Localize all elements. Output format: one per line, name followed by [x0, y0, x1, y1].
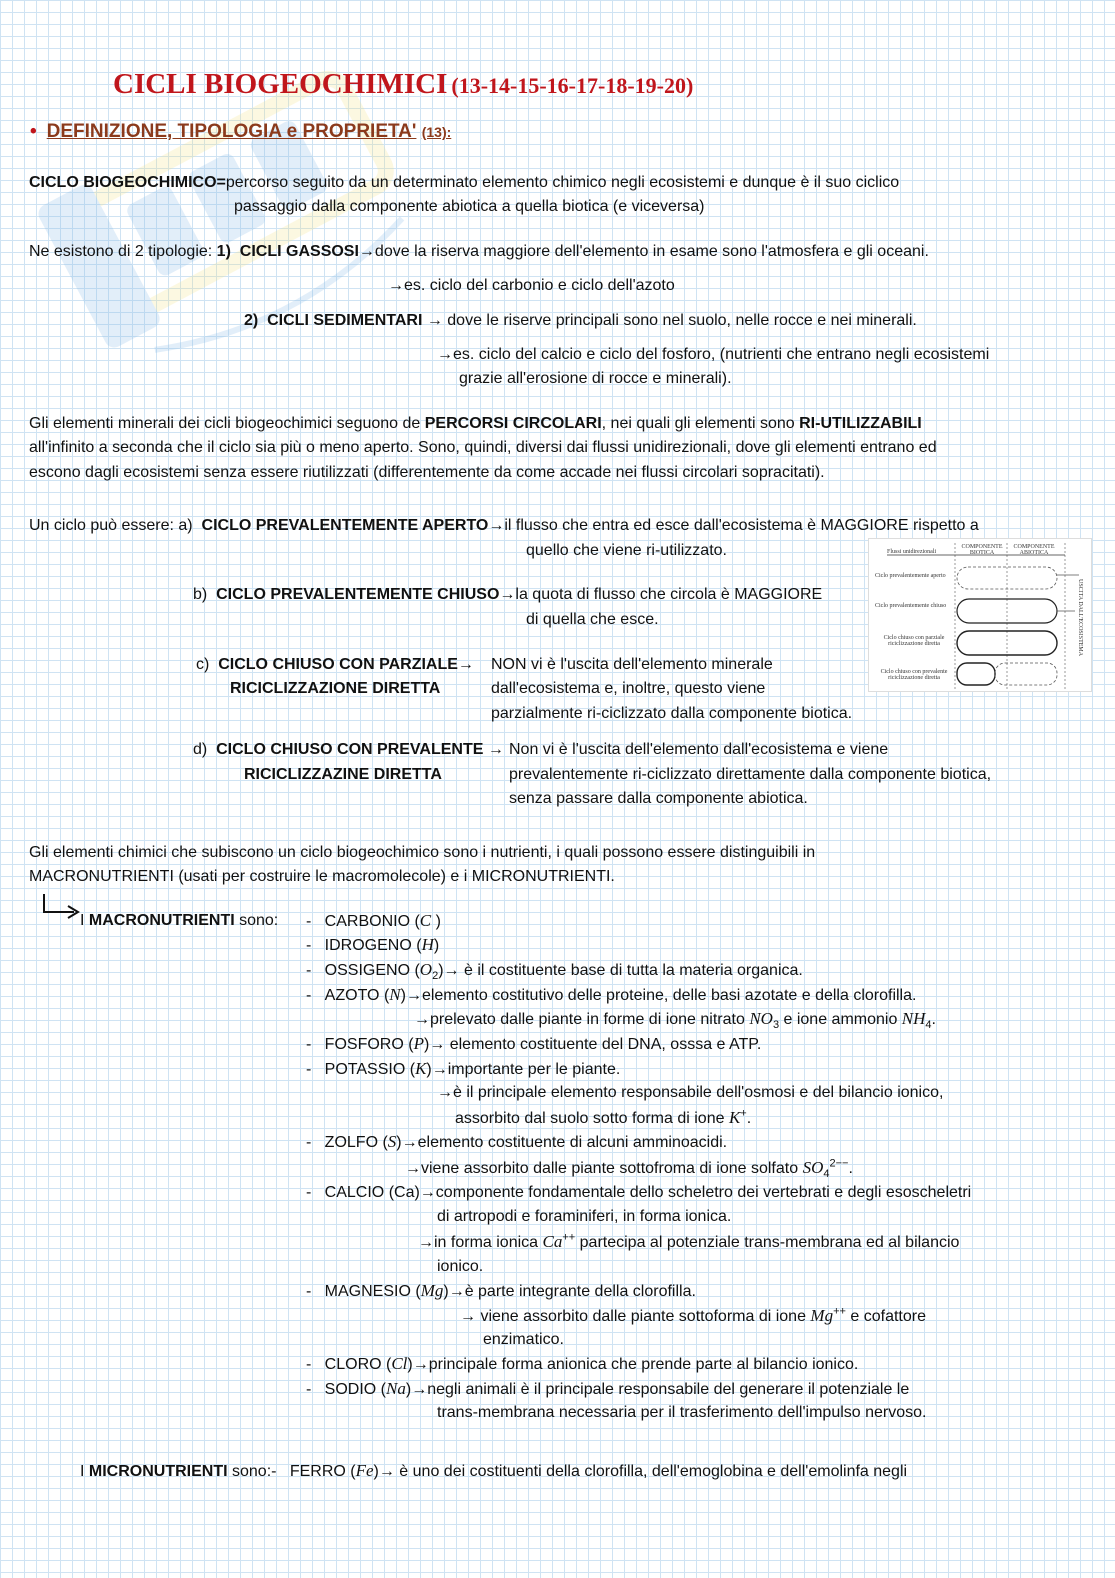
macro-potassio — [306, 1058, 620, 1081]
potassio-sym: K — [415, 1059, 427, 1078]
macro-magnesio-3: enzimatico. — [483, 1331, 564, 1348]
macro-calcio-2: di artropodi e foraminiferi, in forma ionica. — [437, 1208, 732, 1225]
macro-magnesio-2 — [460, 1305, 926, 1328]
fig-col-biotic: COMPONENTE BIOTICA — [961, 544, 1003, 556]
potassio-desc: )→importante per le piante. — [426, 1061, 621, 1078]
macro-azoto — [306, 984, 916, 1007]
ossigeno-sub: 2 — [432, 970, 439, 983]
sodio-name: SODIO ( — [324, 1381, 387, 1398]
fosforo-sym: P — [413, 1034, 424, 1053]
micro-line — [80, 1460, 907, 1483]
fig-row-2: Ciclo prevalentemente chiuso — [875, 603, 947, 609]
paragraph1-line-2: all'infinito a seconda che il ciclo sia più o meno aperto. Sono, quindi, diversi dai flussi unidirezionali, dove gli elementi entrano ed — [29, 439, 937, 456]
cycle-c-arrow: → — [457, 656, 474, 673]
macro-fosforo — [306, 1033, 761, 1056]
dash: - — [306, 1381, 312, 1398]
fosforo-name: FOSFORO ( — [324, 1036, 414, 1053]
paragraph1-line-3: escono dagli ecosistemi senza essere riutilizzati (differentemente da come accade nei flussi circolari sopracitati). — [29, 464, 825, 481]
cycle-d-label-2: RICICLIZZAZINE DIRETTA — [244, 766, 442, 783]
macro-ossigeno — [306, 959, 803, 982]
dash: - — [306, 1283, 312, 1300]
macro-label-b: MACRONUTRIENTI — [88, 912, 235, 929]
paragraph1-line-1 — [29, 413, 922, 435]
macro-label — [80, 910, 278, 932]
azoto-name: AZOTO ( — [324, 987, 390, 1004]
zolfo-desc: )→elemento costituente di alcuni amminoacidi. — [396, 1134, 728, 1151]
zolfo-d2a: →viene assorbito dalle piante sottofroma di ione solfato — [405, 1160, 803, 1177]
macro-magnesio — [306, 1280, 696, 1303]
zolfo-name: ZOLFO ( — [324, 1134, 388, 1151]
cycle-d-label-1: CICLO CHIUSO CON PREVALENTE — [216, 741, 484, 758]
zolfo-sym: S — [387, 1132, 397, 1151]
ossigeno-name: OSSIGENO ( — [324, 962, 420, 979]
potassio-d3b: . — [746, 1110, 752, 1127]
idrogeno-close: ) — [433, 937, 440, 954]
cycle-a-num: a) — [178, 517, 193, 534]
fig-col-abiotic: COMPONENTE ABIOTICA — [1013, 544, 1055, 556]
types-gas-example: →es. ciclo del carbonio e ciclo dell'azoto — [388, 277, 675, 294]
micro-label-c: sono: — [227, 1463, 272, 1480]
fig-shapes — [869, 539, 1091, 691]
micro-label-a: I — [80, 1463, 89, 1480]
paragraph2-line-1: Gli elementi chimici che subiscono un ciclo biogeochimico sono i nutrienti, i quali possono essere distinguibili in — [29, 844, 816, 861]
bullet: • — [30, 121, 37, 142]
macro-label-c: sono: — [234, 912, 279, 929]
cycle-c-num: c) — [196, 656, 210, 673]
cycle-d-num: d) — [193, 741, 208, 758]
ossigeno-desc: )→ è il costituente base di tutta la materia organica. — [438, 962, 803, 979]
fig-row-4: Ciclo chiuso con prevalente riciclizzazione diretta — [880, 669, 948, 681]
title-main: CICLI BIOGEOCHIMICI — [113, 68, 448, 100]
section-ref: (13): — [421, 124, 452, 140]
calcio-d3b: partecipa al potenziale trans-membrana ed al bilancio — [575, 1234, 960, 1251]
dash: - — [306, 913, 312, 930]
cycle-a-desc-1: →il flusso che entra ed esce dall'ecosistema è MAGGIORE rispetto a — [488, 517, 979, 534]
dash: - — [306, 1061, 312, 1078]
types-gas — [29, 241, 929, 263]
calcio-ion-sup: ++ — [562, 1231, 576, 1244]
macro-calcio-4: ionico. — [437, 1258, 484, 1275]
cycle-c-desc-1: NON vi è l'uscita dell'elemento minerale — [491, 656, 773, 673]
sulfate-sym: SO — [802, 1158, 824, 1177]
potassio-ion: K — [728, 1108, 741, 1127]
cycle-b — [193, 584, 822, 606]
paragraph2-line-2: MACRONUTRIENTI (usati per costruire le macromolecole) e i MICRONUTRIENTI. — [29, 868, 615, 885]
fig-row-3: Ciclo chiuso con parziale riciclizzazione diretta — [883, 635, 945, 647]
potassio-name: POTASSIO ( — [324, 1061, 416, 1078]
calcio-ion: Ca — [542, 1232, 563, 1251]
calcio-desc: →componente fondamentale dello scheletro dei vertebrati e degli esoscheletri — [419, 1184, 972, 1201]
macro-idrogeno — [306, 934, 439, 957]
macro-sodio — [306, 1378, 909, 1401]
calcio-name: CALCIO (Ca) — [324, 1184, 420, 1201]
dash: - — [306, 1036, 312, 1053]
cycle-a-label: CICLO PREVALENTEMENTE APERTO — [201, 517, 489, 534]
macro-calcio — [306, 1182, 971, 1204]
p1-text-b: PERCORSI CIRCOLARI — [424, 415, 602, 432]
cycle-b-label: CICLO PREVALENTEMENTE CHIUSO — [216, 586, 500, 603]
magnesio-ion-sup: ++ — [833, 1305, 846, 1318]
definition-term: CICLO BIOGEOCHIMICO= — [29, 174, 226, 191]
cycle-a-desc-2: quello che viene ri-utilizzato. — [526, 542, 727, 559]
azoto-d2b: e ione ammonio — [779, 1011, 902, 1028]
dash: - — [306, 1134, 312, 1151]
cycle-d-arrow: → — [487, 741, 504, 758]
macro-calcio-3 — [418, 1231, 959, 1254]
macro-zolfo-2 — [405, 1157, 853, 1180]
cycle-d-desc-3: senza passare dalla componente abiotica. — [509, 790, 808, 807]
ferro-name: FERRO ( — [289, 1463, 356, 1480]
nitrate-sub: 3 — [772, 1019, 780, 1032]
idrogeno-sym: H — [421, 935, 434, 954]
connector-arrow-icon — [40, 892, 82, 922]
azoto-d2a: →prelevato dalle piante in forme di ione nitrato — [414, 1011, 750, 1028]
types-sed-label: CICLI SEDIMENTARI — [267, 312, 423, 329]
types-sed-example-1: →es. ciclo del calcio e ciclo del fosforo, (nutrienti che entrano negli ecosistemi — [437, 346, 990, 363]
p1-text-d: RI-UTILIZZABILI — [799, 415, 922, 432]
cycle-b-num: b) — [193, 586, 208, 603]
fig-side-label: USCITA DALL'ECOSISTEMA — [1077, 579, 1083, 657]
cycle-d — [193, 739, 504, 761]
sodio-desc: )→negli animali è il principale responsabile del generare il potenziale le — [405, 1381, 910, 1398]
definition-line-1 — [29, 172, 899, 194]
macro-azoto-2 — [414, 1008, 936, 1031]
ferro-desc: )→ è uno dei costituenti della clorofilla, dell'emoglobina e dell'emolinfa negli — [373, 1463, 908, 1480]
idrogeno-name: IDROGENO ( — [324, 937, 422, 954]
azoto-desc: )→elemento costitutivo delle proteine, delle basi azotate e della clorofilla. — [400, 987, 917, 1004]
dash: - — [306, 962, 312, 979]
magnesio-d2b: e cofattore — [845, 1308, 926, 1325]
page-title — [113, 68, 693, 101]
macro-cloro — [306, 1353, 858, 1376]
azoto-d2c: . — [931, 1011, 936, 1028]
fig-header-left: Flussi unidirezionali — [887, 549, 937, 555]
title-sub: (13-14-15-16-17-18-19-20) — [451, 73, 694, 98]
cycle-b-desc-2: di quella che esce. — [526, 611, 659, 628]
micro-label-b: MICRONUTRIENTI — [88, 1463, 228, 1480]
cycles-diagram — [868, 538, 1092, 692]
potassio-ion-sup: + — [740, 1107, 747, 1120]
types-sed-example-2: grazie all'erosione di rocce e minerali). — [459, 370, 732, 387]
types-gas-label: CICLI GASSOSI — [239, 243, 359, 260]
types-sed-num: 2) — [244, 312, 259, 329]
sodio-sym: Na — [386, 1379, 406, 1398]
calcio-d3a: →in forma ionica — [418, 1234, 543, 1251]
fig-row-1: Ciclo prevalentemente aperto — [875, 573, 946, 579]
macro-carbonio — [306, 910, 441, 933]
ammonium-sub: 4 — [925, 1019, 932, 1032]
macro-potassio-2: →è il principale elemento responsabile dell'osmosi e del bilancio ionico, — [437, 1084, 944, 1101]
section-label: DEFINIZIONE, TIPOLOGIA e PROPRIETA' — [46, 121, 417, 142]
p1-text-a: Gli elementi minerali dei cicli biogeochimici seguono de — [29, 415, 425, 432]
cycle-c-desc-2: dall'ecosistema e, inoltre, questo viene — [491, 680, 766, 697]
ferro-sym: Fe — [355, 1461, 374, 1480]
types-intro: Ne esistono di 2 tipologie: — [29, 243, 217, 260]
azoto-sym: N — [389, 985, 401, 1004]
cycles-intro: Un ciclo può essere: — [29, 517, 179, 534]
cycle-c-label-1: CICLO CHIUSO CON PARZIALE — [218, 656, 458, 673]
ossigeno-sym: O — [419, 960, 433, 979]
magnesio-desc: )→è parte integrante della clorofilla. — [443, 1283, 696, 1300]
magnesio-ion: Mg — [810, 1306, 834, 1325]
dash: - — [306, 987, 312, 1004]
nitrate-sym: NO — [749, 1009, 773, 1028]
types-sed — [244, 310, 917, 332]
dash: - — [271, 1463, 277, 1480]
section-heading — [30, 121, 451, 143]
cloro-sym: Cl — [391, 1354, 408, 1373]
sulfate-sub: 4 — [823, 1168, 830, 1181]
dash: - — [306, 937, 312, 954]
zolfo-d2b: . — [848, 1160, 853, 1177]
cycle-d-desc-1: Non vi è l'uscita dell'elemento dall'ecosistema e viene — [509, 741, 889, 758]
macro-zolfo — [306, 1131, 727, 1154]
cycle-a — [29, 515, 979, 537]
p1-text-c: , nei quali gli elementi sono — [601, 415, 800, 432]
macro-sodio-2: trans-membrana necessaria per il trasferimento dell'impulso nervoso. — [437, 1404, 927, 1421]
cycle-b-desc-1: →la quota di flusso che circola è MAGGIORE — [499, 586, 823, 603]
carbonio-name: CARBONIO ( — [324, 913, 420, 930]
cloro-desc: )→principale forma anionica che prende parte al bilancio ionico. — [407, 1356, 859, 1373]
cycle-c-label-2: RICICLIZZAZIONE DIRETTA — [230, 680, 441, 697]
magnesio-d2a: → viene assorbito dalle piante sottoforma di ione — [460, 1308, 811, 1325]
definition-text-1: percorso seguito da un determinato elemento chimico negli ecosistemi e dunque è il suo ciclico — [225, 174, 900, 191]
definition-line-2: passaggio dalla componente abiotica a quella biotica (e viceversa) — [234, 198, 705, 215]
fosforo-desc: )→ elemento costituente del DNA, osssa e ATP. — [423, 1036, 762, 1053]
cycle-d-desc-2: prevalentemente ri-ciclizzato direttamente dalla componente biotica, — [509, 766, 992, 783]
carbonio-sym: C — [419, 911, 432, 930]
macro-label-a: I — [80, 912, 89, 929]
magnesio-sym: Mg — [420, 1281, 444, 1300]
cloro-name: CLORO ( — [324, 1356, 392, 1373]
macro-potassio-3 — [455, 1107, 751, 1130]
types-gas-desc: →dove la riserva maggiore dell'elemento in esame sono l'atmosfera e gli oceani. — [358, 243, 929, 260]
types-sed-desc: → dove le riserve principali sono nel suolo, nelle rocce e nei minerali. — [422, 312, 917, 329]
types-gas-num: 1) — [216, 243, 231, 260]
dash: - — [306, 1184, 312, 1201]
ammonium-sym: NH — [901, 1009, 926, 1028]
cycle-c — [196, 654, 474, 676]
potassio-d3a: assorbito dal suolo sotto forma di ione — [455, 1110, 729, 1127]
carbonio-close: ) — [431, 913, 441, 930]
dash: - — [306, 1356, 312, 1373]
cycle-c-desc-3: parzialmente ri-ciclizzato dalla componente biotica. — [491, 705, 853, 722]
magnesio-name: MAGNESIO ( — [324, 1283, 421, 1300]
sulfate-sup: 2−− — [829, 1157, 849, 1170]
